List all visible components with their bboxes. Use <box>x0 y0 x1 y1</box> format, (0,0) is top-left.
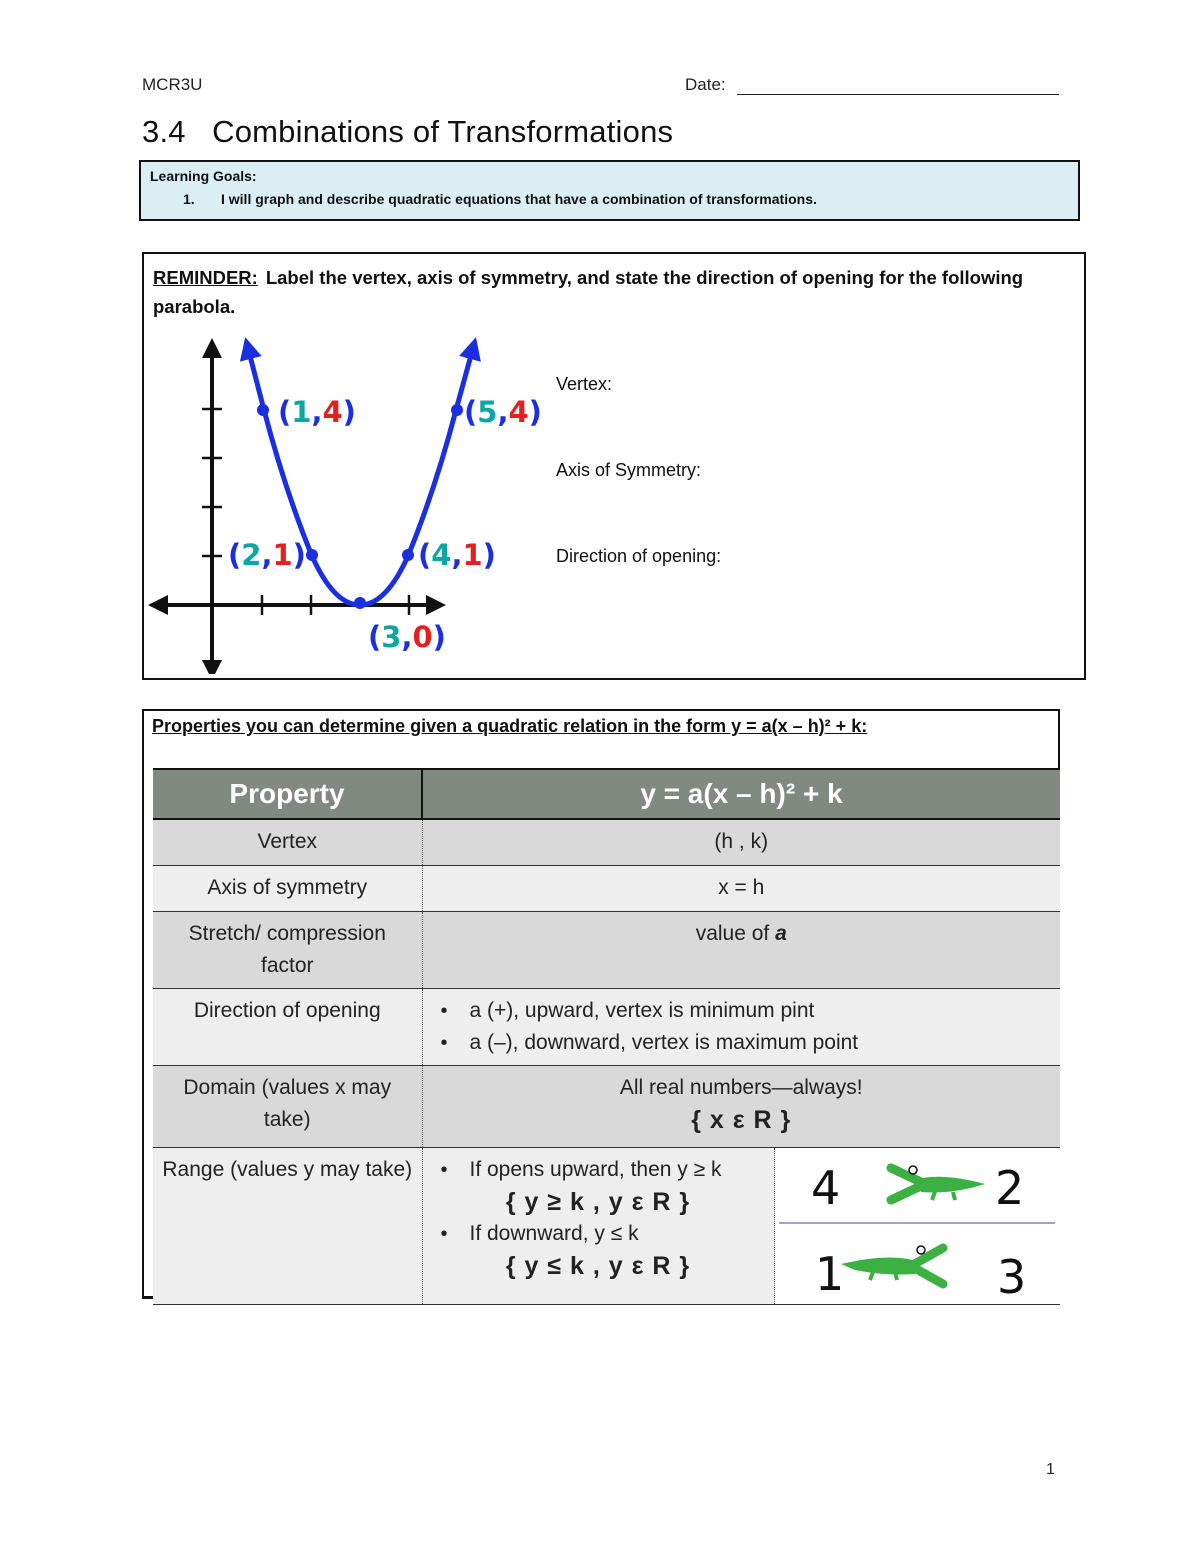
range-set-upward: { y ≥ k , y ε R } <box>505 1187 691 1216</box>
property-vertex: Vertex <box>153 819 422 865</box>
point-label-1-4: (1,4) <box>278 395 356 429</box>
point-1-4 <box>257 404 269 416</box>
reminder-box <box>142 252 1086 680</box>
learning-goals-heading: Learning Goals: <box>150 168 257 184</box>
table-row-stretch <box>153 911 1060 988</box>
table-row-vertex <box>153 819 1060 865</box>
property-range: Range (values y may take) <box>153 1147 422 1304</box>
learning-goal-text: I will graph and describe quadratic equations that have a combination of transformations. <box>221 191 817 207</box>
col-header-property: Property <box>153 769 422 819</box>
compare-bottom-right: 3 <box>996 1249 1026 1298</box>
date-blank-line <box>737 94 1059 95</box>
table-row-direction <box>153 988 1060 1065</box>
value-axis: x = h <box>422 865 1060 911</box>
value-stretch: value of a <box>422 911 1060 988</box>
domain-text: All real numbers—always! <box>619 1075 863 1099</box>
property-axis: Axis of symmetry <box>153 865 422 911</box>
range-bullet-downward: • If downward, y ≤ k <box>439 1218 766 1250</box>
axis-ticks <box>202 409 409 615</box>
properties-table <box>153 768 1060 1305</box>
table-row-domain <box>153 1065 1060 1147</box>
compare-top-left: 4 <box>810 1160 840 1215</box>
axis-of-symmetry-prompt: Axis of Symmetry: <box>556 460 702 480</box>
point-2-1 <box>306 549 318 561</box>
value-vertex: (h , k) <box>422 819 1060 865</box>
learning-goals-box <box>139 160 1080 221</box>
compare-bottom-left: 1 <box>814 1246 844 1298</box>
properties-heading: Properties you can determine given a quadratic relation in the form y = a(x – h)² + k: <box>152 716 868 736</box>
page-number: 1 <box>1046 1461 1055 1478</box>
learning-goal-number: 1. <box>183 191 195 207</box>
vertex-prompt: Vertex: <box>556 374 613 394</box>
property-direction: Direction of opening <box>153 988 422 1065</box>
value-domain <box>422 1065 1060 1147</box>
table-row-range <box>153 1147 1060 1304</box>
property-domain: Domain (values x may take) <box>153 1065 422 1147</box>
alligator-greater-than-icon <box>891 1166 985 1200</box>
range-bullet-upward: • If opens upward, then y ≥ k <box>439 1154 766 1186</box>
direction-of-opening-prompt: Direction of opening: <box>556 546 722 566</box>
direction-bullet-upward: • a (+), upward, vertex is minimum pint <box>439 995 1053 1027</box>
point-label-4-1: (4,1) <box>418 538 496 572</box>
value-range <box>422 1147 774 1304</box>
value-direction <box>422 988 1060 1065</box>
point-label-5-4: (5,4) <box>464 395 542 429</box>
col-header-form: y = a(x – h)² + k <box>422 769 1060 819</box>
point-label-3-0: (3,0) <box>368 620 446 654</box>
inequality-illustration-cell <box>774 1147 1060 1304</box>
reminder-tag: REMINDER: <box>153 267 258 288</box>
page-title: 3.4 Combinations of Transformations <box>142 114 674 149</box>
parabola-graph <box>144 334 564 674</box>
table-header-row <box>153 769 1060 819</box>
point-label-2-1: (2,1) <box>228 538 306 572</box>
reminder-body: Label the vertex, axis of symmetry, and state the direction of opening for the following parabola. <box>153 267 1024 317</box>
point-5-4 <box>451 404 463 416</box>
domain-set: { x ε R } <box>691 1105 792 1134</box>
point-4-1 <box>402 549 414 561</box>
direction-bullet-downward: • a (–), downward, vertex is maximum point <box>439 1027 1053 1059</box>
inequality-illustration <box>775 1148 1058 1298</box>
alligator-less-than-icon <box>841 1246 943 1284</box>
course-code: MCR3U <box>142 75 203 94</box>
date-label: Date: <box>685 75 726 94</box>
property-stretch: Stretch/ compression factor <box>153 911 422 988</box>
point-3-0 <box>354 597 366 609</box>
range-set-downward: { y ≤ k , y ε R } <box>505 1251 691 1280</box>
table-row-axis <box>153 865 1060 911</box>
compare-top-right: 2 <box>994 1160 1024 1215</box>
properties-box <box>142 709 1060 1299</box>
reminder-instructions <box>153 263 1053 321</box>
